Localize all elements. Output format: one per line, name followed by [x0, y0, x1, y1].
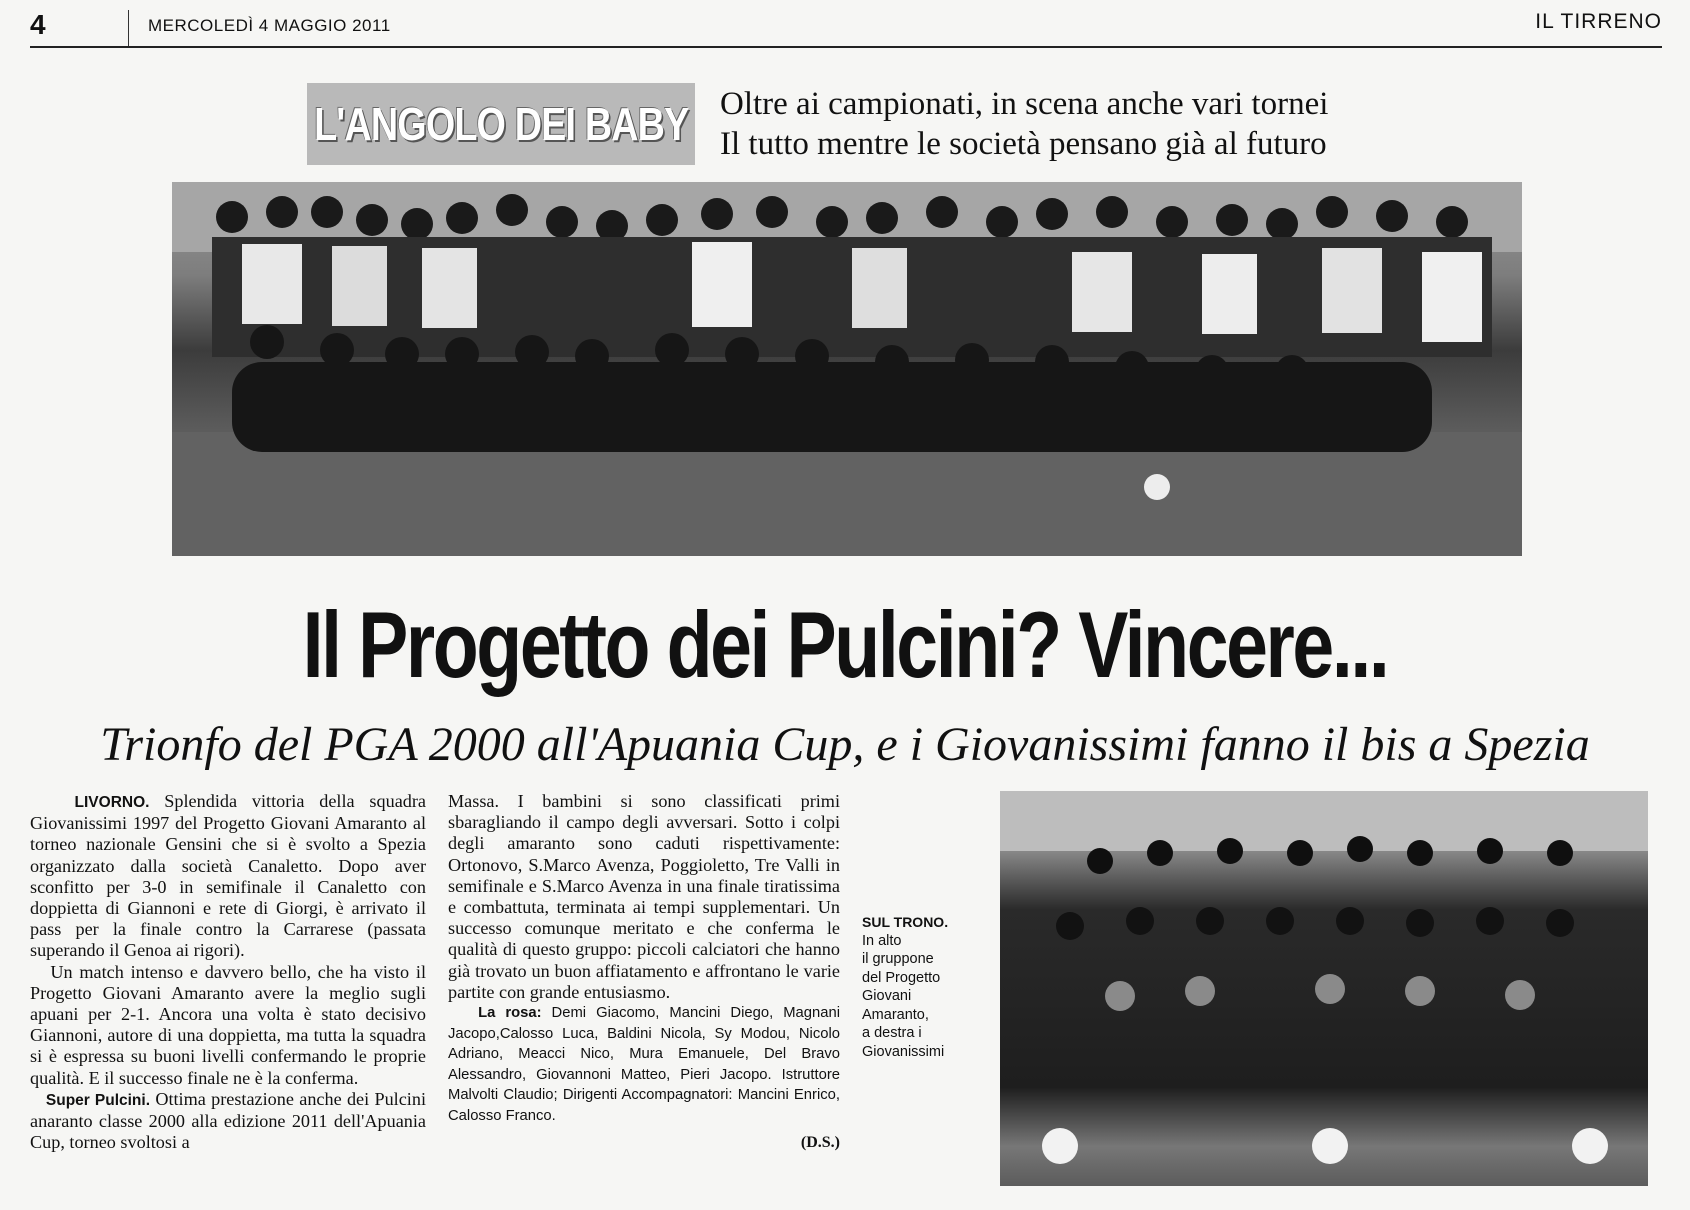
team-group-photo: [172, 182, 1522, 556]
soccer-ball-icon: [1572, 1128, 1608, 1164]
photo-caption: [862, 913, 992, 1061]
issue-date: MERCOLEDÌ 4 MAGGIO 2011: [148, 16, 391, 35]
caption-line: In alto: [862, 932, 902, 949]
page-number: 4: [30, 9, 46, 40]
deck-line-2: Il tutto mentre le società pensano già al futuro: [720, 126, 1327, 162]
article-paragraph: [30, 791, 426, 962]
article-paragraph: [30, 962, 426, 1089]
soccer-ball-icon: [1144, 474, 1170, 500]
team-group-photo-figures: [172, 182, 1522, 556]
caption-line: a destra i: [862, 1025, 922, 1041]
author-signature: (D.S.): [800, 1134, 840, 1152]
caption-line: del Progetto: [862, 969, 941, 986]
section-lead: Super Pulcini.: [45, 1091, 151, 1109]
paragraph-text: Ottima prestazione anche dei Pulcini anaranto classe 2000 alla edizione 2011 dell'Apuania Cup, torneo svoltosi a: [30, 1088, 427, 1153]
header-divider: [128, 10, 129, 46]
dateline: LIVORNO.: [74, 794, 150, 811]
team-roster: [448, 1003, 840, 1126]
deck-line-1: Oltre ai campionati, in scena anche vari tornei: [720, 86, 1329, 122]
section-kicker: [307, 83, 695, 165]
deck: [720, 84, 1328, 164]
paragraph-text: Massa. I bambini si sono classificati primi sbaragliando il campo degli avversari. Sotto i colpi degli amaranto sono caduti rispettivamente: Ortonovo, S.Marco Avenza, Poggioletto, Tre Valli in semifinale e S.Marco Avenza in una finale tiratissima e combattuta, terminata ai tempi supplementari. Un successo comunque meritato e che conferma le qualità di questo gruppo: piccoli calciatori che hanno già trovato un buon affiatamento e affrontano le varie partite con grande entusiasmo.: [448, 791, 840, 1002]
caption-line: il gruppone: [862, 951, 934, 967]
caption-line: Giovanissimi: [862, 1043, 945, 1060]
front-row-faces: [1105, 974, 1535, 1011]
article-column-1: [30, 791, 426, 1153]
subheadline: Trionfo del PGA 2000 all'Apuania Cup, e i Giovanissimi fanno il bis a Spezia: [100, 718, 1590, 771]
section-kicker-label: L'ANGOLO DEI BABY: [313, 98, 689, 150]
article-paragraph: [448, 791, 840, 1003]
paragraph-text: Splendida vittoria della squadra Giovanissimi 1997 del Progetto Giovani Amaranto al torneo nazionale Gensini che si è svolto a Spezia organizzato dalla società Canaletto. Dopo aver sconfitto per 3-0 in semifinale il Canaletto con doppietta di Giannoni e rete di Giorgi, è arrivato il pass per la finale contro la Carrarese (passata superando il Genoa ai rigori).: [30, 791, 426, 961]
middle-row: [1056, 907, 1574, 940]
article-paragraph: [30, 1089, 426, 1154]
newspaper-name: IL TIRRENO: [1535, 10, 1662, 33]
paragraph-text: Un match intenso e davvero bello, che ha visto il Progetto Giovani Amaranto avere la meglio sugli apuani per 2-1. Ancora una volta è stato decisivo Giannoni, autore di una doppietta, ma tutta la squadra si è espressa su buoni livelli confermando le proprie qualità. E il successo finale ne è la conferma.: [30, 961, 427, 1088]
caption-line: Giovani: [862, 988, 912, 1004]
caption-title: SUL TRONO.: [862, 914, 949, 930]
giovanissimi-photo-figures: [1000, 791, 1648, 1186]
soccer-ball-icon: [1042, 1128, 1078, 1164]
giovanissimi-team-photo: [1000, 791, 1648, 1186]
soccer-ball-icon: [1312, 1128, 1348, 1164]
roster-text: Demi Giacomo, Mancini Diego, Magnani Jacopo,Calosso Luca, Baldini Nicola, Sy Modou, Nicolo Adriano, Meacci Nico, Mura Emanuele, Del Bravo Alessandro, Giovannoni Matteo, Pieri Jacopo. Istruttore Malvolti Claudio; Dirigenti Accompagnatori: Mancini Enrico, Calosso Franco.: [448, 1005, 840, 1124]
headline: Il Progetto dei Pulcini? Vincere...: [302, 592, 1388, 697]
roster-label: La rosa:: [478, 1005, 542, 1022]
article-column-2: [448, 791, 840, 1153]
caption-line: Amaranto,: [862, 1006, 929, 1023]
page-header: [30, 6, 1662, 48]
